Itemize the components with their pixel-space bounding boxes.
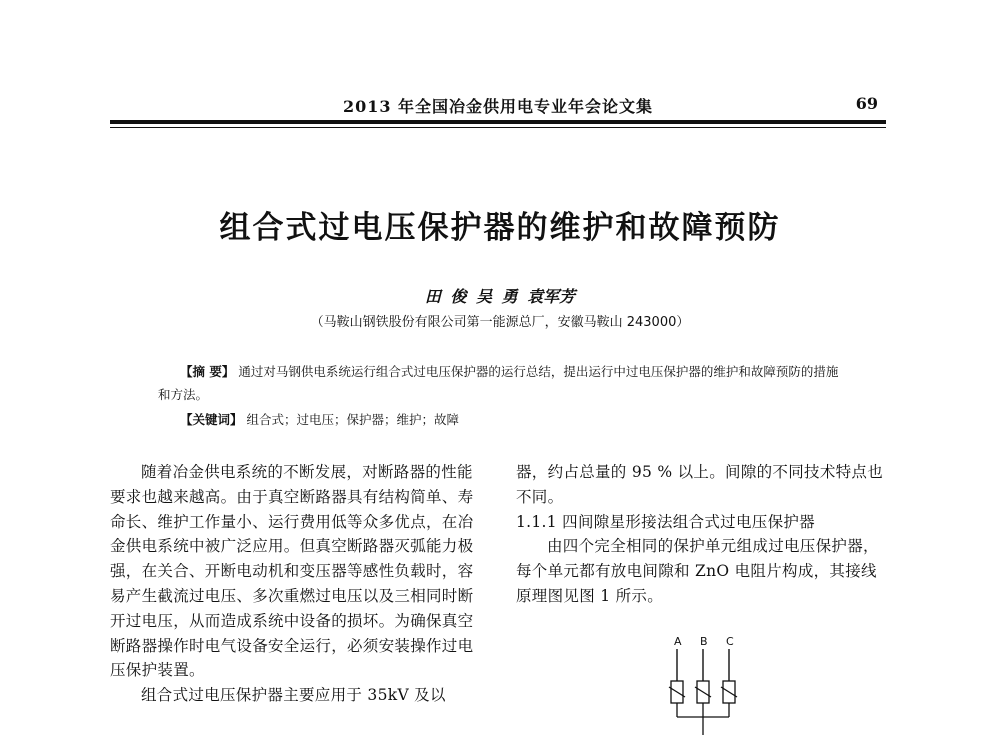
abstract-text: 通过对马钢供电系统运行组合式过电压保护器的运行总结，提出运行中过电压保护器的维护和故障预防的措施和方法。: [158, 364, 839, 402]
keywords-text: 组合式；过电压；保护器；维护；故障: [246, 412, 460, 427]
phase-leads: [677, 649, 729, 681]
figure-1-wiring-diagram: [655, 633, 765, 735]
paper-title: 组合式过电压保护器的维护和故障预防: [219, 210, 781, 246]
running-title: 2013 年全国冶金供用电专业年会论文集: [342, 97, 654, 116]
header-rule-thick: [110, 120, 886, 124]
header-rule-thin: [110, 127, 886, 128]
phase-label-a: A: [674, 635, 682, 648]
body-paragraph: 器，约占总量的 95 % 以上。间隙的不同技术特点也不同。: [516, 463, 884, 506]
body-right-column: [516, 460, 886, 609]
affiliation: （马鞍山钢铁股份有限公司第一能源总厂，安徽马鞍山 243000）: [310, 315, 690, 330]
abstract: [158, 360, 848, 431]
body-paragraph: 随着冶金供电系统的不断发展，对断路器的性能要求也越来越高。由于真空断路器具有结构简单、寿命长、维护工作量小、运行费用低等众多优点，在冶金供电系统中被广泛应用。但真空断路器灭弧能力极强，在关合、开断电动机和变压器等感性负载时，容易产生截流过电压、多次重燃过电压以及三相同时断开过电压，从而造成系统中设备的损坏。为确保真空断路器操作时电气设备安全运行，必须安装操作过电压保护装置。: [110, 463, 474, 680]
abstract-paragraph: [158, 360, 848, 406]
section-heading: 1.1.1 四间隙星形接法组合式过电压保护器: [516, 512, 815, 531]
body-paragraph: 组合式过电压保护器主要应用于 35kV 及以: [141, 686, 446, 705]
keywords-label: 【关键词】: [180, 412, 243, 427]
running-header: [110, 94, 886, 116]
body-paragraph: 由四个完全相同的保护单元组成过电压保护器，每个单元都有放电间隙和 ZnO 电阻片构成，其接线原理图见图 1 所示。: [516, 537, 879, 605]
keywords-paragraph: [158, 408, 848, 431]
authors: 田 俊 吴 勇 袁军芳: [424, 287, 576, 306]
page-number: 69: [855, 94, 878, 113]
protection-units: [669, 681, 737, 735]
body-left-column: [110, 460, 480, 708]
phase-label-c: C: [726, 635, 734, 648]
abstract-label: 【摘 要】: [180, 364, 235, 379]
phase-label-b: B: [700, 635, 708, 648]
